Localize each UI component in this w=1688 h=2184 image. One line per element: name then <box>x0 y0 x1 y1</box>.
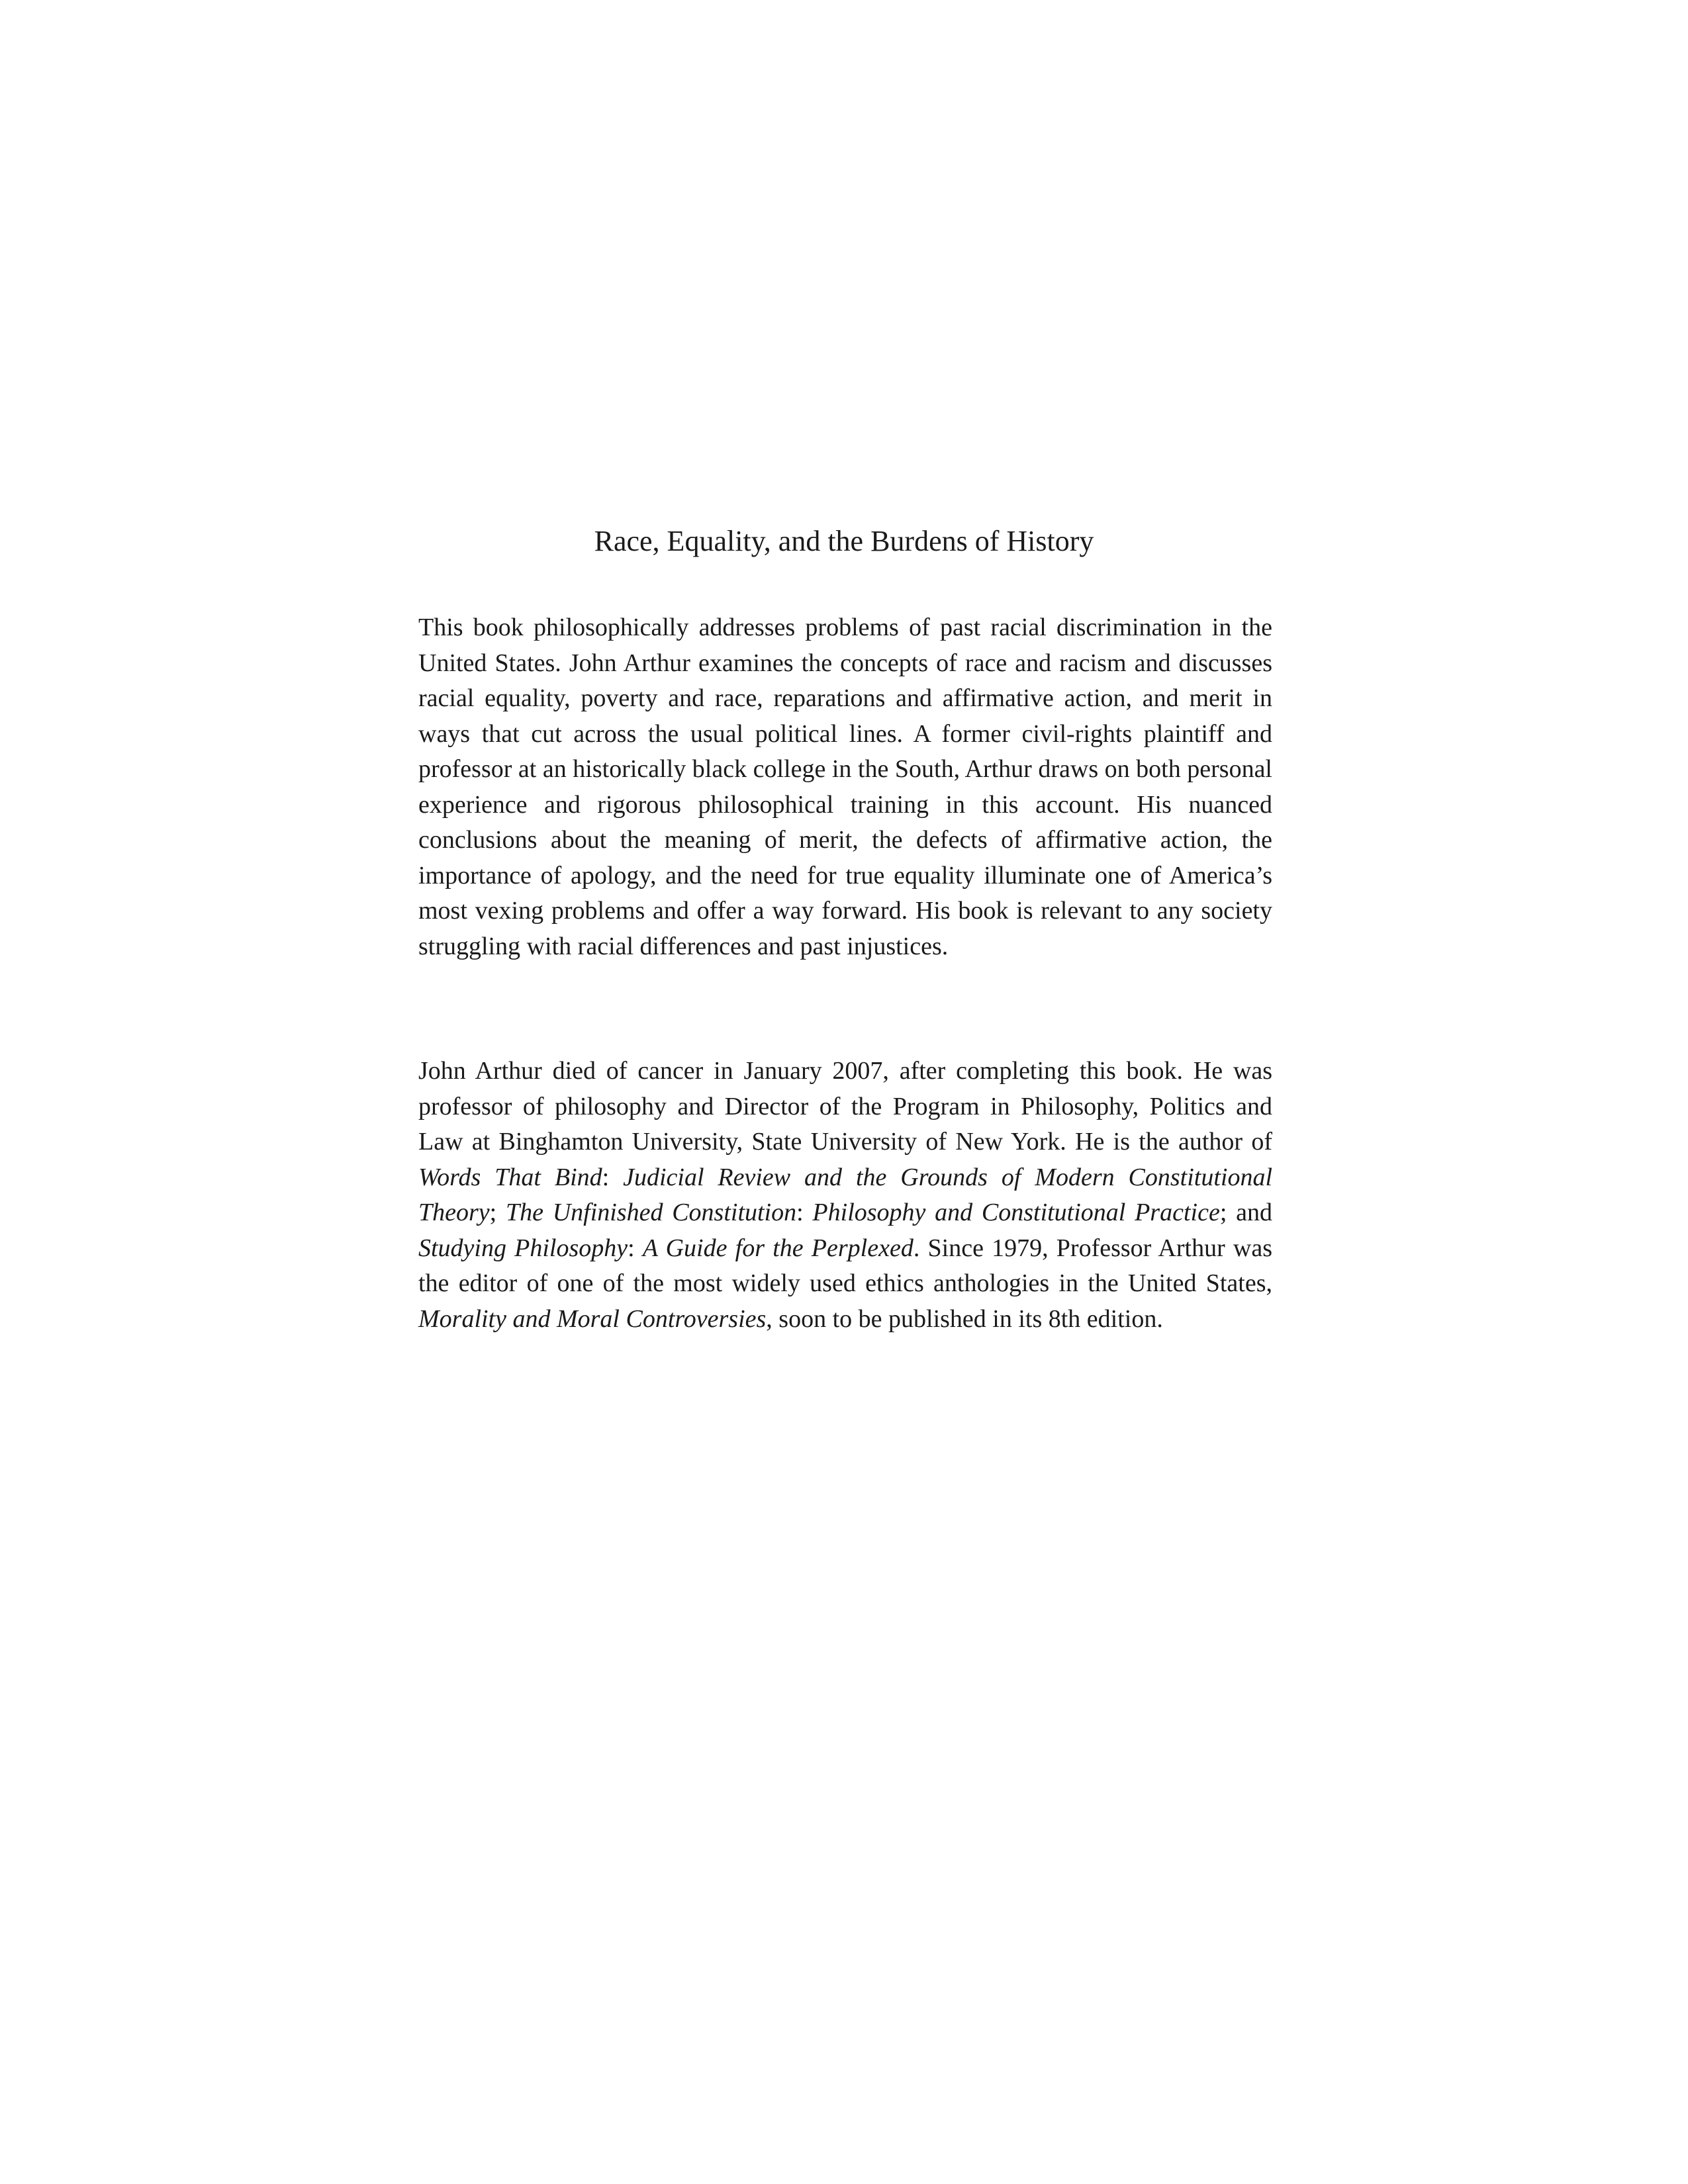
bio-separator: ; <box>489 1199 506 1226</box>
book-title-unfinished-constitution: The Unfinished Constitution <box>505 1199 797 1226</box>
book-subtitle-guide-for-perplexed: A Guide for the Perplexed <box>642 1234 914 1262</box>
bio-separator: : <box>796 1199 813 1226</box>
bio-text-1: John Arthur died of cancer in January 2007, after completing this book. He was professor of philosophy and Director of the Program in Philosophy, Politics and Law at Binghamton University, State University of New York. He is the author of <box>418 1057 1272 1156</box>
bio-separator: : <box>628 1234 643 1262</box>
bio-separator: ; and <box>1219 1199 1272 1226</box>
bio-text-3: , soon to be published in its 8th edition. <box>766 1304 1163 1333</box>
book-title-words-that-bind: Words That Bind <box>418 1163 602 1191</box>
book-description: This book philosophically addresses problems of past racial discrimination in the United States. John Arthur examines the concepts of race and racism and discusses racial equality, poverty and race, reparations and affirmative action, and merit in ways that cut across the usual political lines. A former civil-rights plaintiff and professor at an historically black college in the South, Arthur draws on both personal experience and rigorous philosophical training in this account. His nuanced conclusions about the meaning of merit, the defects of affirmative action, the importance of apology, and the need for true equality illuminate one of America’s most vexing problems and offer a way forward. His book is relevant to any society struggling with racial differences and past injustices. <box>418 614 1272 960</box>
book-subtitle-philosophy-constitutional-practice: Philosophy and Constitutional Practice <box>812 1199 1220 1226</box>
book-title: Race, Equality, and the Burdens of History <box>594 525 1094 557</box>
book-subtitle-judicial-review: Judicial Review and the Grounds of Modern Constitutional Theory <box>418 1163 1273 1226</box>
author-bio <box>418 1054 1272 1337</box>
book-title-morality-moral-controversies: Morality and Moral Controversies <box>418 1304 767 1333</box>
book-title-studying-philosophy: Studying Philosophy <box>418 1234 628 1262</box>
bio-separator: : <box>602 1163 624 1191</box>
bio-text-2: . Since 1979, Professor Arthur was the editor of one of the most widely used ethics anthologies in the United States, <box>418 1234 1273 1297</box>
